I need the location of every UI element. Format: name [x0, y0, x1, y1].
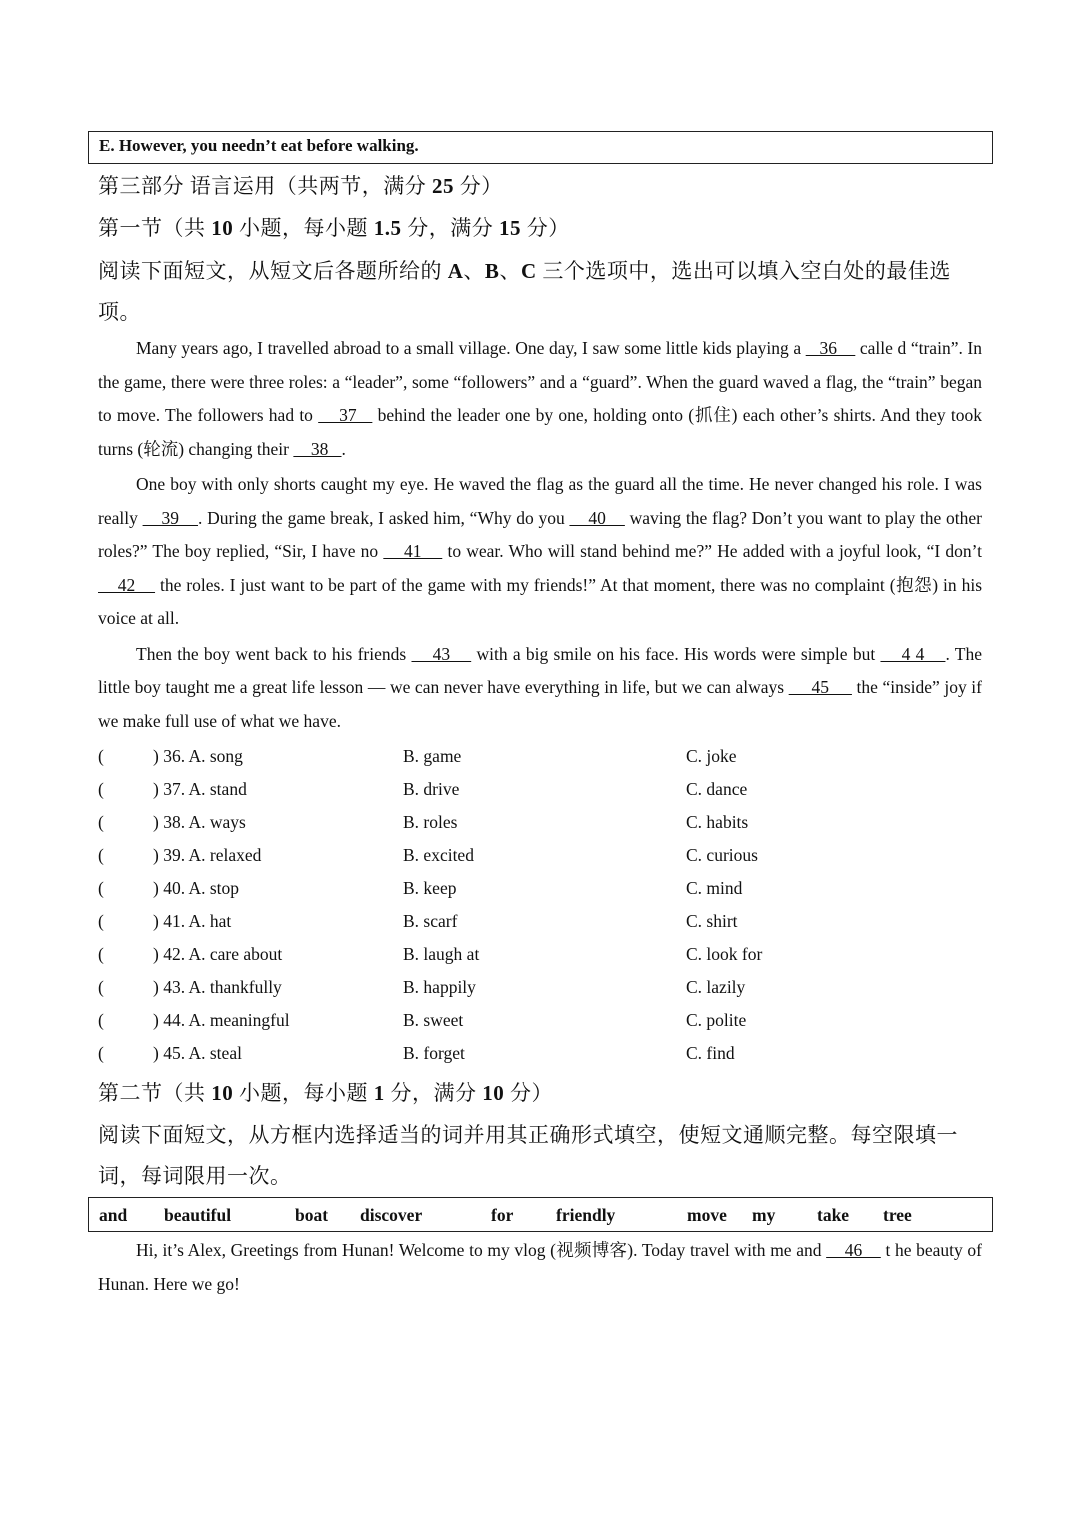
answer-paren[interactable]: (: [98, 878, 104, 898]
option-b: B. forget: [403, 1043, 465, 1063]
instruction1-letter-b: B: [484, 259, 500, 283]
option-c: C. dance: [686, 779, 748, 799]
paragraph-4: [98, 1234, 982, 1301]
options-list: [98, 741, 982, 1071]
passage2: [98, 1234, 982, 1301]
section1-count: 10: [211, 216, 234, 240]
instruction1-letter-c: C: [520, 259, 537, 283]
p3-text-3: . The little boy taught me a great life lesson — we can never have everything in life, but we can always: [98, 643, 982, 697]
answer-paren[interactable]: (: [98, 1010, 104, 1030]
section1-text-b: 小题，每小题: [233, 216, 374, 240]
section1-text-d: 分）: [521, 216, 570, 240]
section1-points: 1.5: [373, 216, 402, 240]
section1-text-a: 第一节（共: [98, 216, 212, 240]
option-row-45[interactable]: [98, 1038, 982, 1071]
option-row-37[interactable]: [98, 774, 982, 807]
answer-paren[interactable]: (: [98, 812, 104, 832]
part3-heading: [98, 170, 503, 200]
p1-text-4: .: [341, 438, 346, 459]
p1-text-2: calle d “train”. In the game, there were three roles: a “leader”, some “followers” and a “guard”. When the guard waved a flag, the “train” began to move. The followers had to: [98, 338, 982, 425]
option-a: ) 37. A. stand: [153, 779, 247, 799]
blank-39[interactable]: 39: [142, 507, 199, 528]
word-item: beautiful: [164, 1205, 232, 1225]
option-e-box: [88, 131, 993, 164]
option-c: C. shirt: [686, 911, 738, 931]
answer-paren[interactable]: (: [98, 1043, 104, 1063]
section2-text-d: 分）: [504, 1081, 553, 1105]
word-item: move: [687, 1205, 727, 1225]
instruction2-line1: 阅读下面短文，从方框内选择适当的词并用其正确形式填空，使短文通顺完整。每空限填一: [98, 1123, 958, 1147]
option-c: C. mind: [686, 878, 743, 898]
instruction2-line2: 词，每词限用一次。: [98, 1164, 292, 1188]
p3-text-1: Then the boy went back to his friends: [136, 643, 412, 664]
paragraph-1: [98, 332, 982, 466]
instruction1-line1: [98, 255, 951, 285]
section2-text-a: 第二节（共: [98, 1081, 212, 1105]
option-row-43[interactable]: [98, 972, 982, 1005]
option-a: ) 42. A. care about: [153, 944, 283, 964]
p3-text-2: with a big smile on his face. His words were simple but: [471, 643, 881, 664]
option-row-41[interactable]: [98, 906, 982, 939]
word-item: tree: [883, 1205, 912, 1225]
option-a: ) 36. A. song: [153, 746, 243, 766]
option-b: B. drive: [403, 779, 460, 799]
option-a: ) 38. A. ways: [153, 812, 246, 832]
section1-total: 15: [499, 216, 521, 240]
word-item: friendly: [556, 1205, 616, 1225]
part3-heading-end: 分）: [454, 174, 503, 198]
blank-46[interactable]: 46: [826, 1240, 881, 1260]
option-c: C. curious: [686, 845, 758, 865]
passage1: [98, 332, 982, 738]
p2-text-4: to wear. Who will stand behind me?” He added with a joyful look, “I don’t: [442, 541, 982, 561]
option-a: ) 41. A. hat: [153, 911, 232, 931]
answer-paren[interactable]: (: [98, 944, 104, 964]
section2-text-b: 小题，每小题: [233, 1081, 374, 1105]
blank-42[interactable]: 42: [98, 574, 156, 595]
option-c: C. habits: [686, 812, 749, 832]
option-b: B. happily: [403, 977, 476, 997]
p3-text-4: the “inside” joy if we make full use of what we have.: [98, 677, 982, 731]
p1-text-1: Many years ago, I travelled abroad to a small village. One day, I saw some little kids playing a: [136, 338, 806, 358]
option-a: ) 43. A. thankfully: [153, 977, 282, 997]
p2-text-1: One boy with only shorts caught my eye. He waved the flag as the guard all the time. He never changed his role. I was really: [98, 474, 982, 528]
option-b: B. excited: [403, 845, 474, 865]
option-a: ) 40. A. stop: [153, 878, 240, 898]
word-box: [88, 1197, 993, 1232]
p2-text-3: waving the flag? Don’t you want to play the other roles?” The boy replied, “Sir, I have no: [98, 507, 983, 561]
section2-points: 1: [373, 1081, 385, 1105]
option-b: B. keep: [403, 878, 457, 898]
answer-paren[interactable]: (: [98, 746, 104, 766]
blank-44[interactable]: 4 4: [880, 643, 946, 664]
section2-total: 10: [482, 1081, 505, 1105]
p4-text-1: Hi, it’s Alex, Greetings from Hunan! Welcome to my vlog (视频博客). Today travel with me and: [136, 1240, 827, 1260]
part3-heading-text: 第三部分 语言运用（共两节，满分: [98, 174, 432, 198]
option-c: C. find: [686, 1043, 735, 1063]
answer-paren[interactable]: (: [98, 911, 104, 931]
option-b: B. sweet: [403, 1010, 464, 1030]
instruction1-text-a: 阅读下面短文，从短文后各题所给的: [98, 259, 448, 283]
section1-heading: [98, 212, 570, 242]
instruction1-sep1: 、: [463, 259, 485, 283]
instruction1-line2: 项。: [98, 300, 141, 324]
blank-43[interactable]: 43: [411, 643, 472, 664]
option-row-38[interactable]: [98, 807, 982, 840]
option-row-36[interactable]: [98, 741, 982, 774]
option-b: B. game: [403, 746, 462, 766]
option-a: ) 39. A. relaxed: [153, 845, 262, 865]
word-item: for: [491, 1205, 514, 1225]
section1-text-c: 分，满分: [401, 216, 499, 240]
section2-heading: [98, 1077, 553, 1107]
option-a: ) 44. A. meaningful: [153, 1010, 290, 1030]
instruction1-text-b: 三个选项中，选出可以填入空白处的最佳选: [536, 259, 951, 283]
section2-count: 10: [211, 1081, 234, 1105]
word-item: discover: [360, 1205, 423, 1225]
option-b: B. roles: [403, 812, 458, 832]
paragraph-3: [98, 638, 982, 739]
option-c: C. look for: [686, 944, 763, 964]
answer-paren[interactable]: (: [98, 779, 104, 799]
answer-paren[interactable]: (: [98, 845, 104, 865]
option-row-40[interactable]: [98, 873, 982, 906]
p2-text-2: . During the game break, I asked him, “Why do you: [198, 507, 570, 528]
blank-41[interactable]: 41: [383, 541, 443, 561]
instruction1-sep2: 、: [499, 259, 521, 283]
blank-36[interactable]: 36: [805, 338, 856, 358]
option-c: C. polite: [686, 1010, 747, 1030]
option-row-42[interactable]: [98, 939, 982, 972]
instruction1-letter-a: A: [447, 259, 464, 283]
option-c: C. lazily: [686, 977, 746, 997]
option-row-44[interactable]: [98, 1005, 982, 1038]
option-a: ) 45. A. steal: [153, 1043, 242, 1063]
word-item: my: [752, 1205, 776, 1225]
paragraph-2: [98, 468, 982, 636]
option-b: B. scarf: [403, 911, 458, 931]
option-c: C. joke: [686, 746, 737, 766]
answer-paren[interactable]: (: [98, 977, 104, 997]
p1-text-3: behind the leader one by one, holding onto (抓住) each other’s shirts. And they took turns (轮流) changing their: [98, 405, 982, 459]
blank-40[interactable]: 40: [569, 507, 625, 528]
blank-38[interactable]: 38: [293, 438, 342, 459]
option-row-39[interactable]: [98, 840, 982, 873]
blank-37[interactable]: 37: [318, 405, 373, 425]
word-item: boat: [295, 1205, 329, 1225]
section2-text-c: 分，满分: [384, 1081, 483, 1105]
option-e-text: E. However, you needn’t eat before walking.: [99, 136, 419, 155]
blank-45[interactable]: 45: [788, 677, 852, 697]
p2-text-5: the roles. I just want to be part of the game with my friends!” At that moment, there was no complaint (抱怨) in his voice at all.: [98, 574, 983, 628]
p4-text-2: t he beauty of Hunan. Here we go!: [98, 1240, 982, 1294]
word-item: and: [99, 1205, 128, 1225]
option-b: B. laugh at: [403, 944, 480, 964]
part3-score: 25: [432, 174, 454, 198]
word-item: take: [817, 1205, 850, 1225]
